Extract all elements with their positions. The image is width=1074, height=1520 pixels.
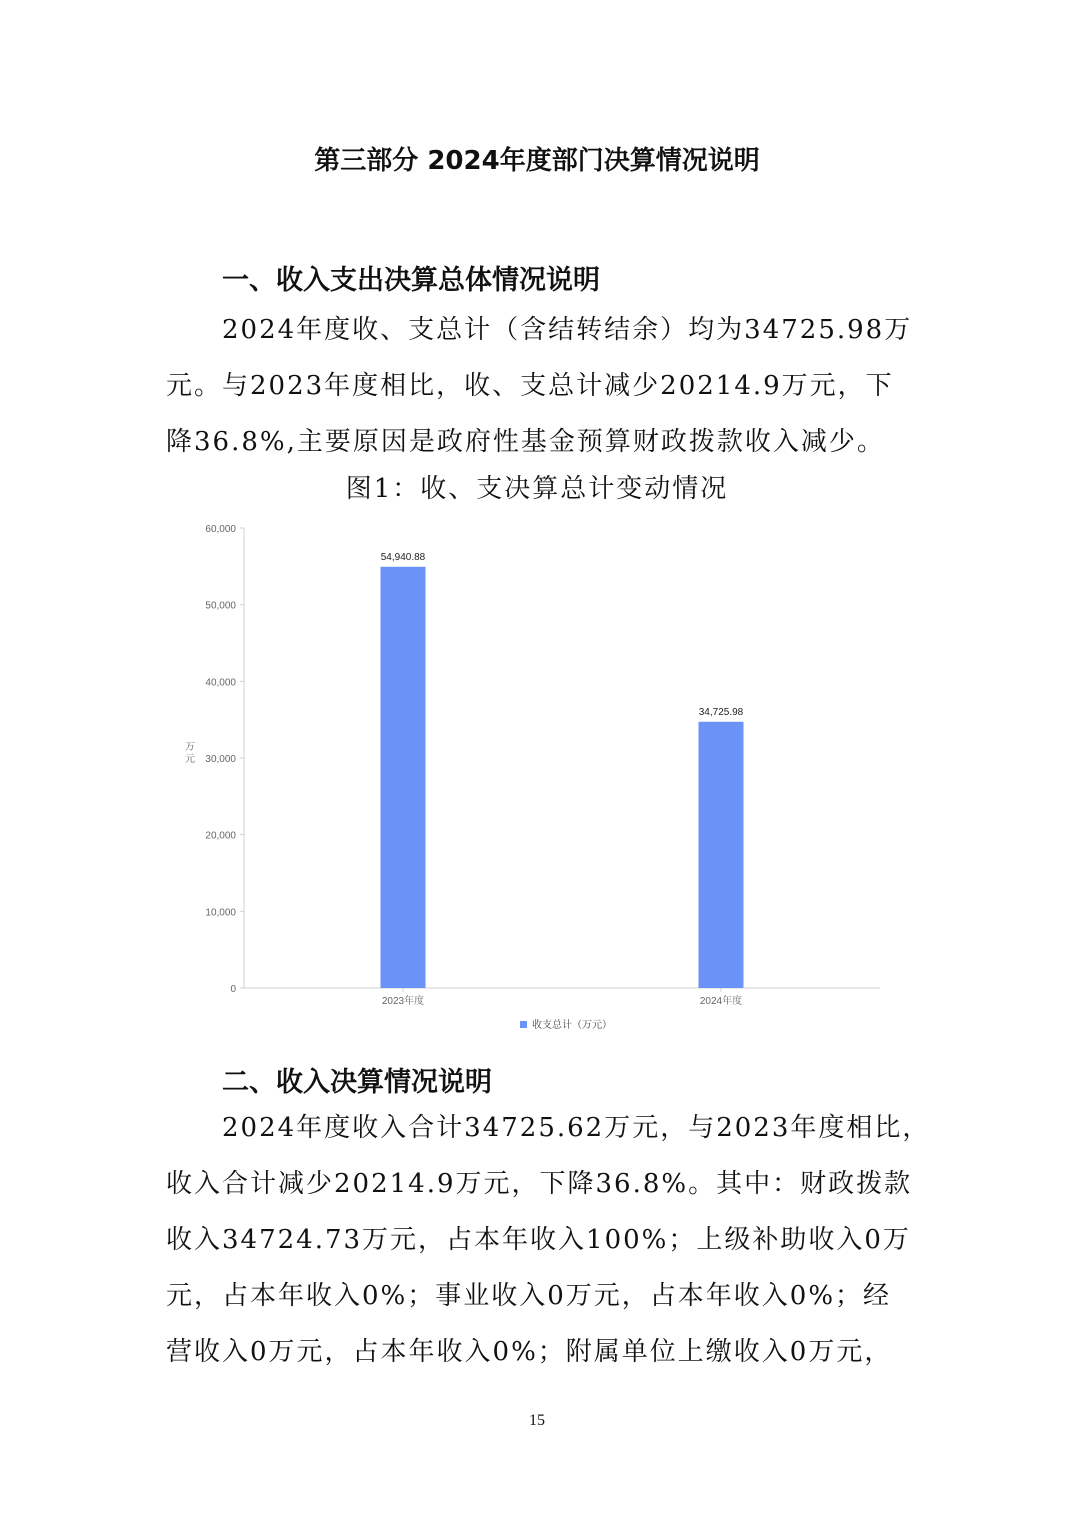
y-tick-label: 40,000 (205, 677, 236, 689)
bar (381, 567, 426, 988)
paragraph-line: 营收入0万元，占本年收入0%；附属单位上缴收入0万元， (166, 1337, 893, 1367)
bar-data-label: 54,940.88 (380, 551, 426, 563)
y-axis-label: 元 (185, 754, 195, 765)
x-tick-label: 2024年度 (699, 996, 743, 1007)
figure-caption: 图1：收、支决算总计变动情况 (345, 474, 729, 504)
paragraph-line: 2024年度收入合计34725.62万元，与2023年度相比， (222, 1113, 931, 1143)
y-tick-label: 30,000 (205, 754, 236, 765)
legend-swatch (520, 1021, 527, 1028)
paragraph-line: 收入34724.73万元，占本年收入100%；上级补助收入0万 (166, 1225, 911, 1255)
paragraph-line: 降36.8%,主要原因是政府性基金预算财政拨款收入减少。 (166, 427, 885, 457)
y-tick-label: 50,000 (205, 600, 236, 612)
legend-label: 收支总计（万元） (532, 1020, 612, 1031)
y-tick-label: 10,000 (205, 907, 236, 919)
bar-chart (160, 510, 900, 1040)
paragraph-line: 收入合计减少20214.9万元，下降36.8%。其中：财政拨款 (166, 1169, 913, 1199)
page-title: 第三部分 2024年度部门决算情况说明 (314, 146, 760, 176)
bar-data-label: 34,725.98 (698, 706, 744, 718)
y-tick-label: 0 (230, 984, 236, 995)
paragraph-line: 元，占本年收入0%；事业收入0万元，占本年收入0%；经 (166, 1281, 892, 1311)
x-tick-label: 2023年度 (381, 996, 425, 1007)
section1-heading: 一、收入支出决算总体情况说明 (222, 265, 600, 296)
paragraph-line: 元。与2023年度相比，收、支总计减少20214.9万元，下 (166, 371, 894, 401)
page-number: 15 (529, 1412, 545, 1429)
section2-paragraph (166, 1100, 931, 1380)
paragraph-line: 2024年度收、支总计（含结转结余）均为34725.98万 (222, 315, 913, 345)
section2-heading: 二、收入决算情况说明 (222, 1067, 492, 1098)
y-tick-label: 60,000 (205, 524, 236, 535)
section1-paragraph (166, 302, 912, 470)
bar (699, 722, 744, 988)
y-axis-label: 万 (185, 742, 195, 753)
y-tick-label: 20,000 (205, 830, 236, 842)
